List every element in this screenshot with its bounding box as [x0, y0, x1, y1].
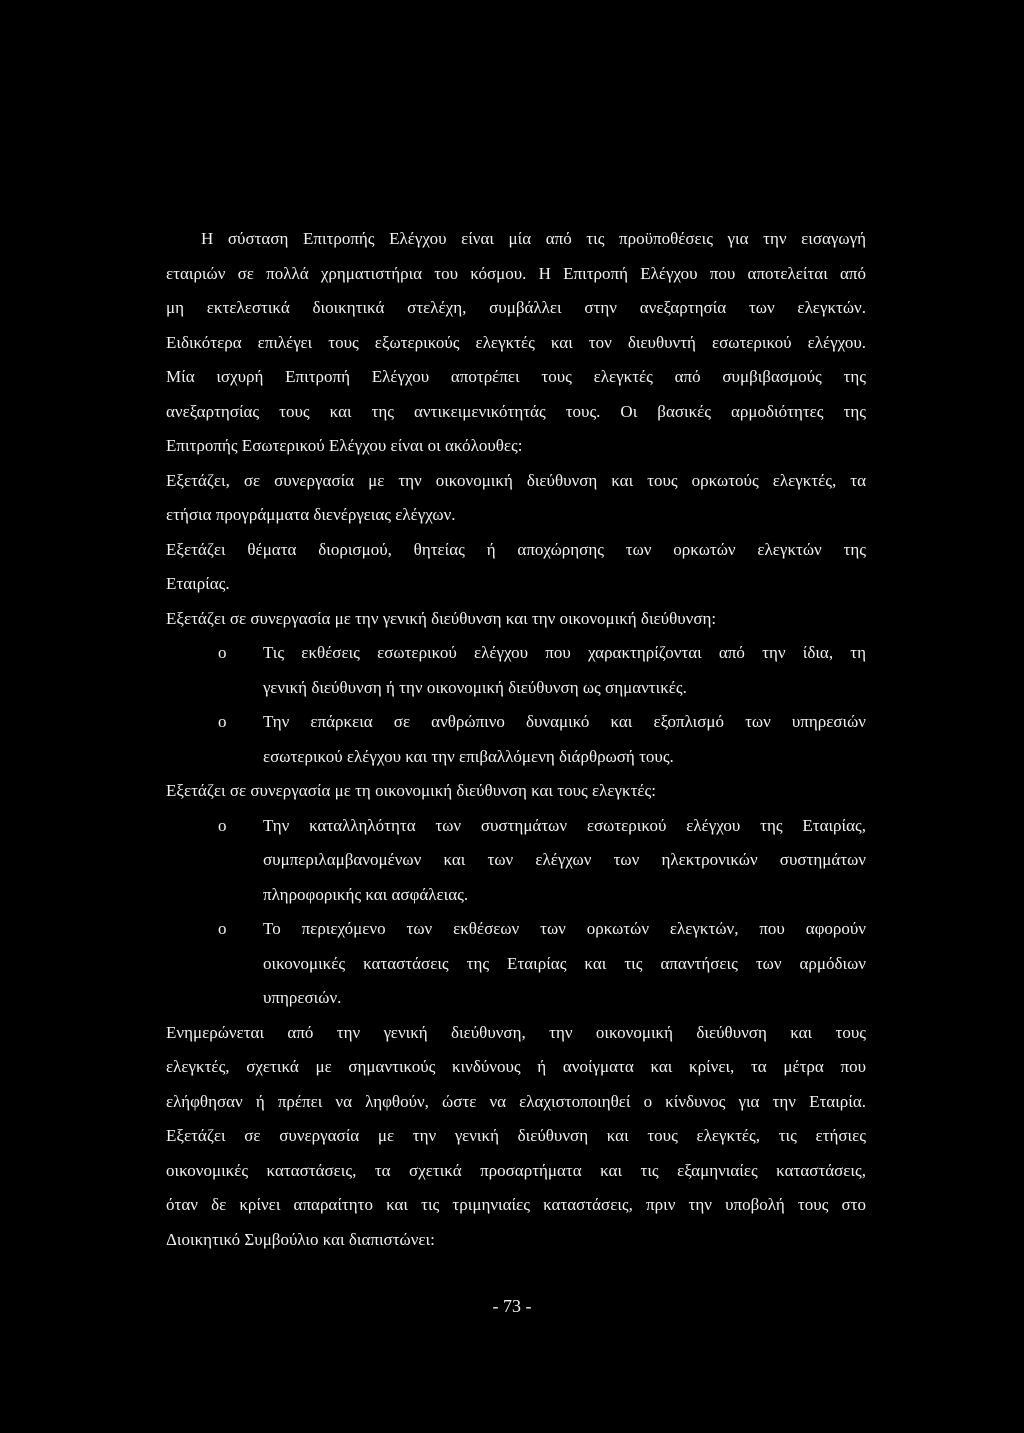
text-line	[166, 1188, 866, 1223]
text-line	[166, 878, 866, 913]
line-text: Το περιεχόμενο των εκθέσεων των ορκωτών ελεγκτών, που αφορούν	[263, 919, 866, 938]
line-text: Μία ισχυρή Επιτροπή Ελέγχου αποτρέπει τους ελεγκτές από συμβιβασμούς της	[166, 367, 866, 386]
line-text: Την καταλληλότητα των συστημάτων εσωτερικού ελέγχου της Εταιρίας,	[263, 815, 866, 835]
line-text: Εξετάζει σε συνεργασία με την γενική διεύθυνση και την οικονομική διεύθυνση:	[166, 608, 717, 628]
bullet-marker: o	[218, 815, 227, 835]
line-text: Εταιρίας.	[166, 574, 230, 593]
text-line	[166, 705, 866, 740]
line-text: Εξετάζει, σε συνεργασία με την οικονομική διεύθυνση και τους ορκωτούς ελεγκτές, τα	[166, 470, 866, 490]
line-text: οικονομικές καταστάσεις της Εταιρίας και τις απαντήσεις των αρμόδιων	[263, 953, 866, 973]
text-line	[166, 774, 866, 809]
line-text: Η σύσταση Επιτροπής Ελέγχου είναι μία από τις προϋποθέσεις για την εισαγωγή	[201, 229, 866, 248]
line-text: ετήσια προγράμματα διενέργειας ελέγχων.	[166, 505, 456, 524]
line-text: ελήφθησαν ή πρέπει να ληφθούν, ώστε να ελαχιστοποιηθεί ο κίνδυνος για την Εταιρία.	[166, 1091, 866, 1111]
text-line	[166, 464, 866, 499]
line-text: όταν δε κρίνει απαραίτητο και τις τριμηνιαίες καταστάσεις, πριν την υποβολή τους στο	[166, 1195, 866, 1214]
line-text: Την επάρκεια σε ανθρώπινο δυναμικό και εξοπλισμό των υπηρεσιών	[263, 712, 866, 731]
line-text: Εξετάζει θέματα διορισμού, θητείας ή αποχώρησης των ορκωτών ελεγκτών της	[166, 539, 866, 559]
line-text: Τις εκθέσεις εσωτερικού ελέγχου που χαρακτηρίζονται από την ίδια, τη	[263, 643, 866, 662]
text-line	[166, 1223, 866, 1258]
text-line	[166, 1050, 866, 1085]
text-line	[166, 360, 866, 395]
text-line	[166, 1119, 866, 1154]
line-text: Εξετάζει σε συνεργασία με την γενική διεύθυνση και τους ελεγκτές, τις ετήσιες	[166, 1126, 866, 1145]
line-text: Εξετάζει σε συνεργασία με τη οικονομική διεύθυνση και τους ελεγκτές:	[166, 781, 657, 800]
text-line	[166, 429, 866, 464]
line-text: μη εκτελεστικά διοικητικά στελέχη, συμβάλλει στην ανεξαρτησία των ελεγκτών.	[166, 298, 866, 317]
text-line	[166, 1016, 866, 1051]
document-body	[166, 222, 866, 1257]
text-line	[166, 740, 866, 775]
line-text: Διοικητικό Συμβούλιο και διαπιστώνει:	[166, 1229, 435, 1249]
line-text: εταιριών σε πολλά χρηματιστήρια του κόσμου. Η Επιτροπή Ελέγχου που αποτελείται από	[166, 263, 866, 283]
text-line	[166, 636, 866, 671]
line-text: συμπεριλαμβανομένων και των ελέγχων των ηλεκτρονικών συστημάτων	[263, 850, 866, 869]
text-line	[166, 947, 866, 982]
line-text: ελεγκτές, σχετικά με σημαντικούς κινδύνους ή ανοίγματα και κρίνει, τα μέτρα που	[166, 1057, 866, 1076]
page-number: - 73 -	[492, 1296, 532, 1316]
text-line	[166, 222, 866, 257]
line-text: υπηρεσιών.	[263, 988, 342, 1007]
text-line	[166, 1154, 866, 1189]
line-text: εσωτερικού ελέγχου και την επιβαλλόμενη διάρθρωσή τους.	[263, 746, 674, 766]
text-line	[166, 567, 866, 602]
text-line	[166, 912, 866, 947]
text-line	[166, 326, 866, 361]
bullet-marker: o	[218, 919, 227, 938]
text-line	[166, 257, 866, 292]
bullet-marker: o	[218, 643, 227, 662]
text-line	[166, 809, 866, 844]
text-line	[166, 498, 866, 533]
line-text: Επιτροπής Εσωτερικού Ελέγχου είναι οι ακόλουθες:	[166, 436, 523, 455]
text-line	[166, 533, 866, 568]
bullet-marker: o	[218, 712, 227, 731]
text-line	[166, 843, 866, 878]
line-text: γενική διεύθυνση ή την οικονομική διεύθυνση ως σημαντικές.	[263, 677, 687, 697]
line-text: Ενημερώνεται από την γενική διεύθυνση, την οικονομική διεύθυνση και τους	[166, 1022, 866, 1042]
line-text: ανεξαρτησίας τους και της αντικειμενικότητάς τους. Οι βασικές αρμοδιότητες της	[166, 401, 866, 421]
text-line	[166, 1085, 866, 1120]
line-text: οικονομικές καταστάσεις, τα σχετικά προσαρτήματα και τις εξαμηνιαίες καταστάσεις,	[166, 1160, 866, 1180]
text-line	[166, 981, 866, 1016]
text-line	[166, 671, 866, 706]
line-text: Ειδικότερα επιλέγει τους εξωτερικούς ελεγκτές και τον διευθυντή εσωτερικού ελέγχου.	[166, 332, 866, 352]
line-text: πληροφορικής και ασφάλειας.	[263, 884, 469, 904]
text-line	[166, 602, 866, 637]
text-line	[166, 395, 866, 430]
text-line	[166, 291, 866, 326]
